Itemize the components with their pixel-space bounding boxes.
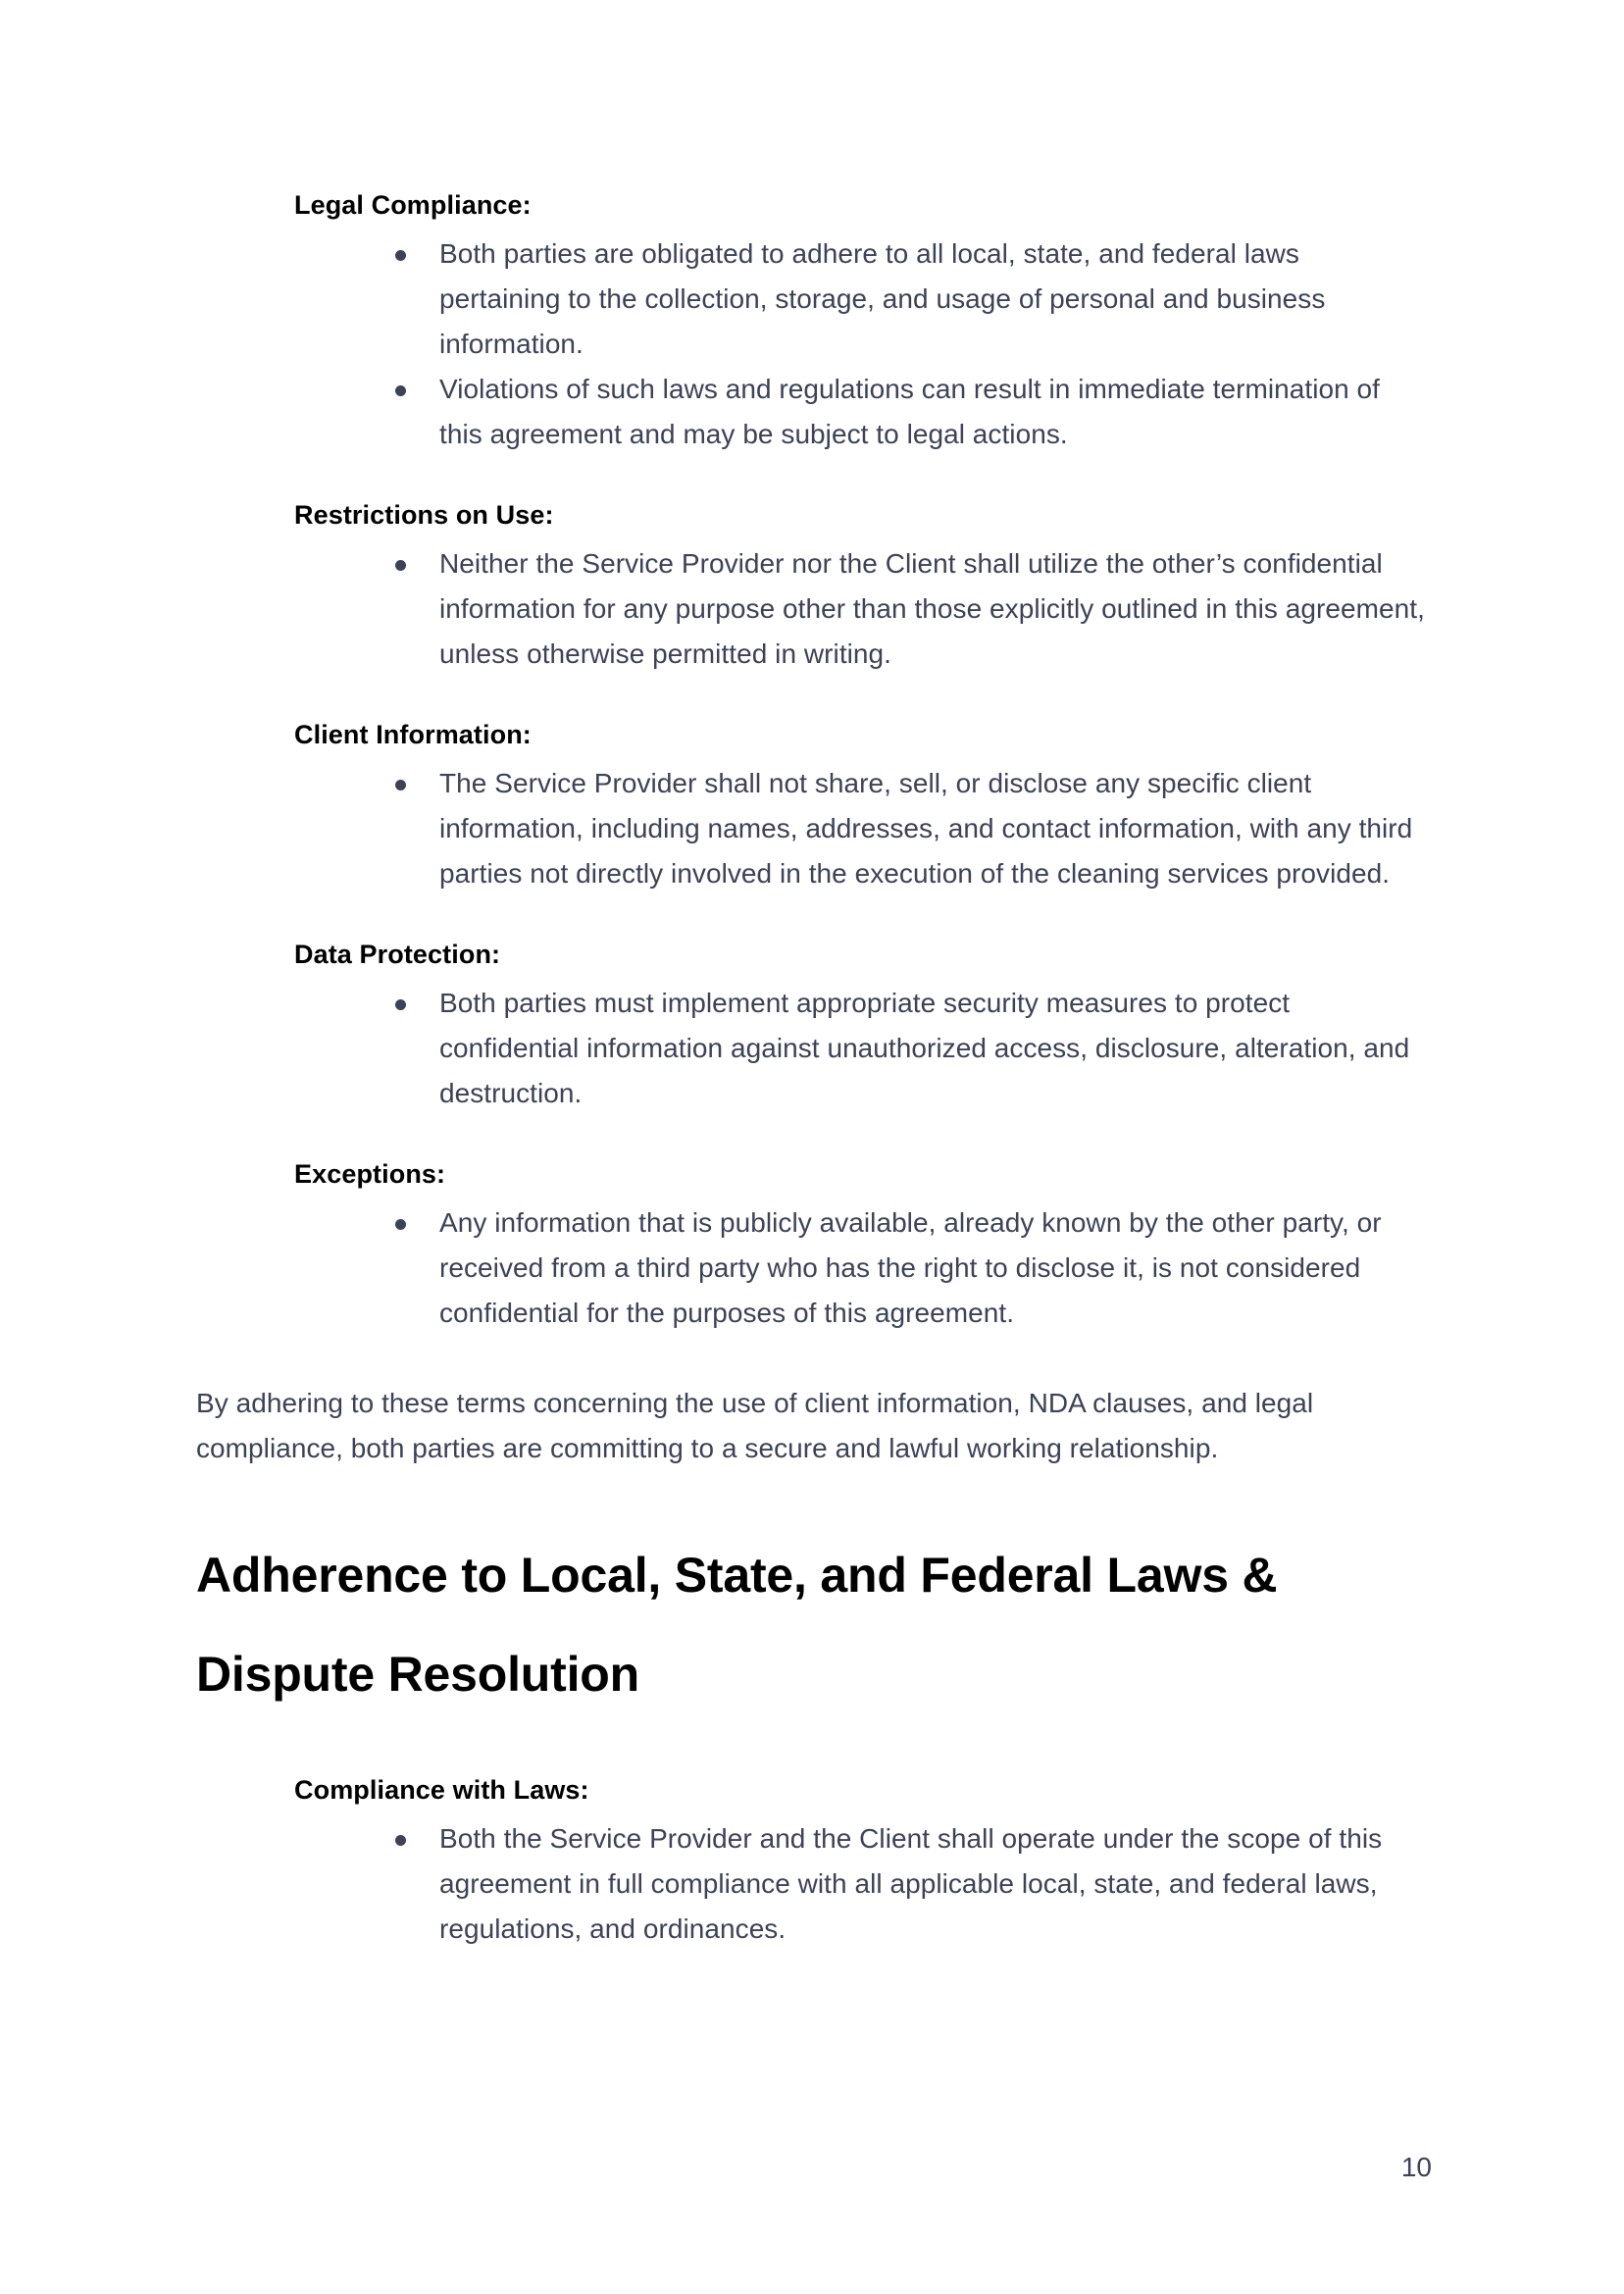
list-item-text: Both parties must implement appropriate security measures to protect confidential information against unauthorized access, disclosure, alteration, and destruction. [439,988,1410,1108]
list-item [395,1200,1428,1336]
bullet-list [196,761,1428,896]
sections-before-title [196,182,1428,1336]
bullet-dot-icon [395,560,406,571]
page-title: Adherence to Local, State, and Federal Laws & Dispute Resolution [196,1548,1278,1702]
section-subheading: Restrictions on Use: [294,500,554,530]
list-item-text: Both the Service Provider and the Client shall operate under the scope of this agreement in full compliance with all applicable local, state, and federal laws, regulations, and ordinances. [439,1823,1383,1944]
bullet-list [196,981,1428,1116]
bullet-dot-icon [395,385,406,396]
page-number: 10 [1400,2152,1432,2182]
list-item [395,981,1428,1116]
section-subheading: Client Information: [294,720,532,749]
closing-paragraph: By adhering to these terms concerning the use of client information, NDA clauses, and legal compliance, both parties are committing to a secure and lawful working relationship. [196,1388,1314,1463]
section-block [196,1151,1428,1336]
bullet-list [196,1816,1428,1952]
section-block [196,932,1428,1116]
section-block [196,182,1428,457]
section-block [196,712,1428,896]
bullet-list [196,541,1428,677]
list-item [395,367,1428,457]
bullet-dot-icon [395,780,406,790]
bullet-list [196,1200,1428,1336]
list-item-text: Any information that is publicly available, already known by the other party, or received from a third party who has the right to disclose it, is not considered confidential for the purposes of this agreement. [439,1207,1382,1328]
bullet-list [196,231,1428,457]
list-item-text: Neither the Service Provider nor the Client shall utilize the other’s confidential information for any purpose other than those explicitly outlined in this agreement, unless otherwise permitted in writing. [439,548,1425,669]
section-title-block [196,1526,1428,1724]
closing-paragraph-block [196,1381,1428,1471]
list-item-text: The Service Provider shall not share, sell, or disclose any specific client information, including names, addresses, and contact information, with any third parties not directly involved in the execution of the cleaning services provided. [439,768,1413,889]
section-subheading: Compliance with Laws: [294,1775,589,1805]
list-item-text: Both parties are obligated to adhere to all local, state, and federal laws pertaining to the collection, storage, and usage of personal and business information. [439,238,1326,359]
section-subheading: Legal Compliance: [294,190,532,220]
section-block [196,492,1428,677]
list-item [395,761,1428,896]
section-subheading: Exceptions: [294,1159,446,1189]
sections-after-title [196,1767,1428,1952]
section-block [196,1767,1428,1952]
list-item [395,231,1428,367]
list-item [395,1816,1428,1952]
bullet-dot-icon [395,1219,406,1230]
list-item [395,541,1428,677]
bullet-dot-icon [395,1835,406,1846]
document-content [196,182,1428,1952]
section-subheading: Data Protection: [294,940,501,969]
list-item-text: Violations of such laws and regulations can result in immediate termination of this agreement and may be subject to legal actions. [439,374,1381,449]
bullet-dot-icon [395,250,406,261]
bullet-dot-icon [395,999,406,1010]
